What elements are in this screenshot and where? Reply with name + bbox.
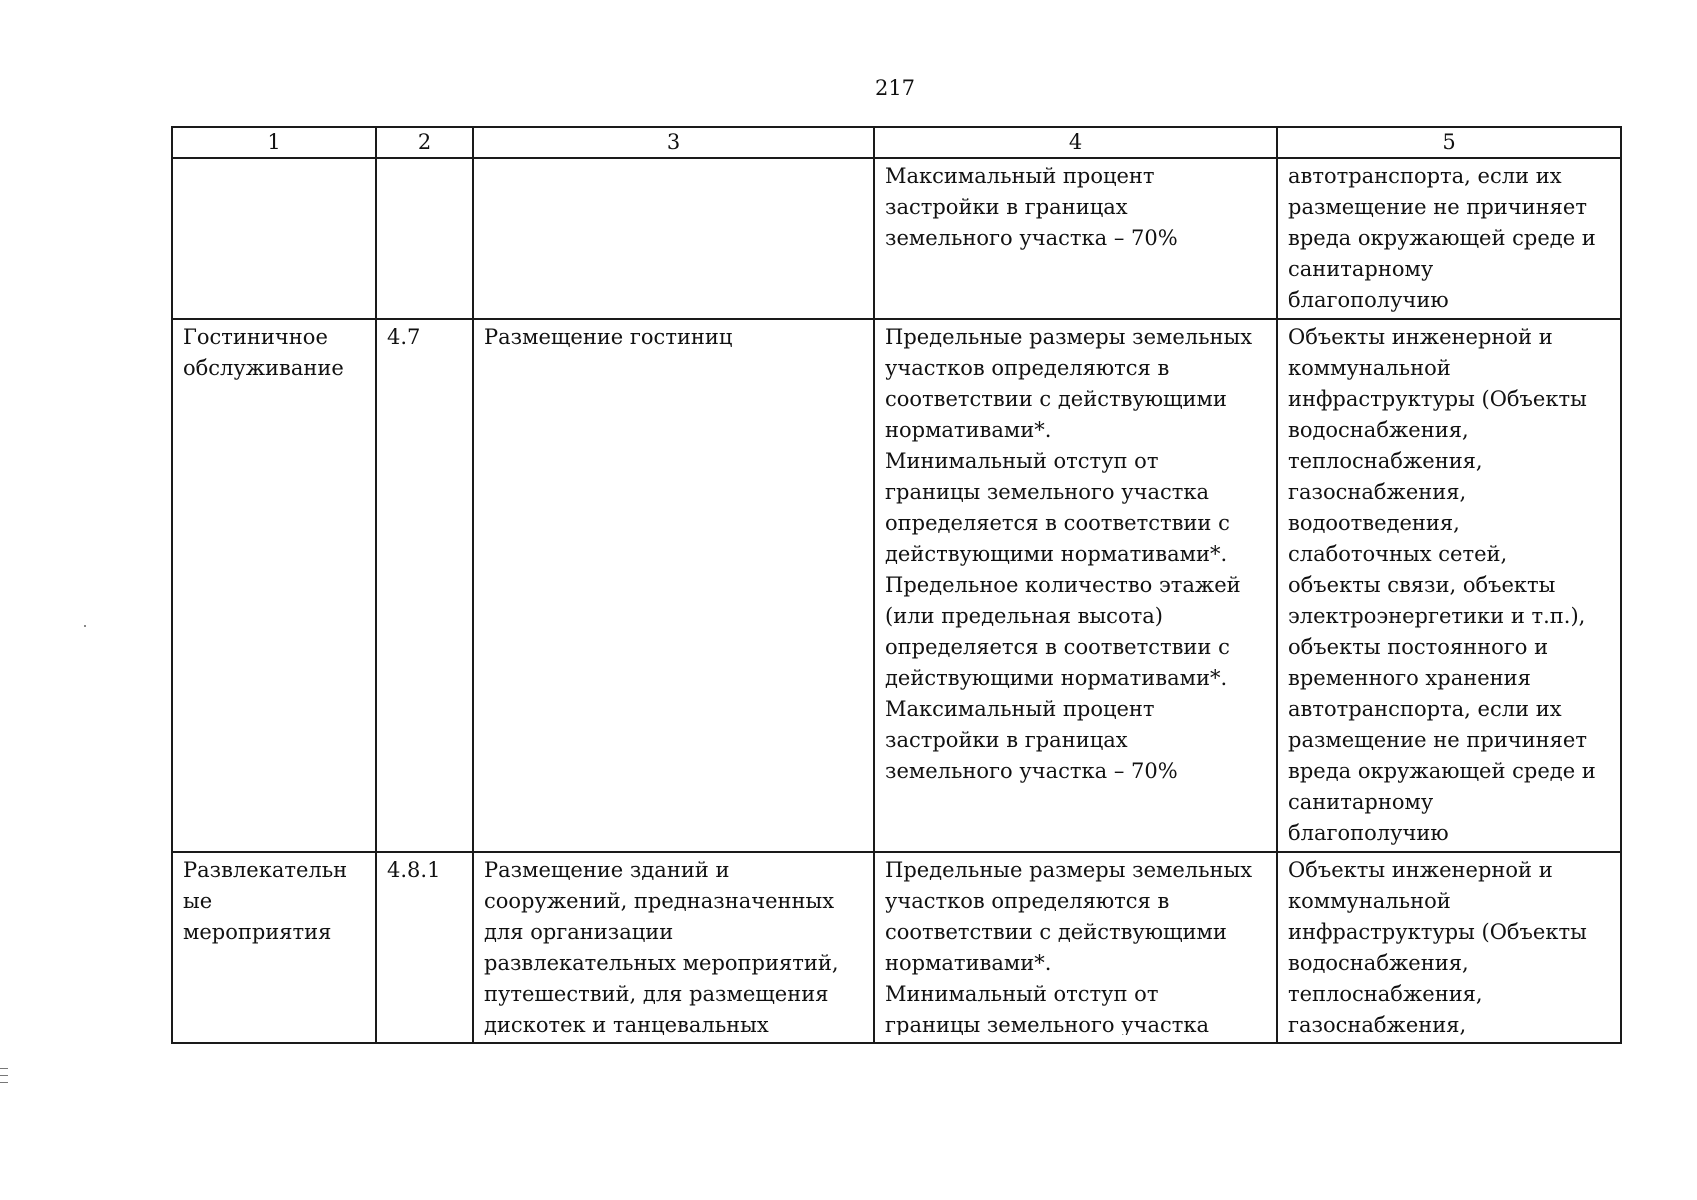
scan-speck <box>84 625 86 627</box>
table-cell-code <box>376 158 473 319</box>
table-cell-code: 4.7 <box>376 319 473 852</box>
column-header-3: 3 <box>473 127 874 158</box>
table-cell-use-name: Гостиничное обслуживание <box>172 319 376 852</box>
table-row <box>172 852 1621 1043</box>
table-cell-parameters: Предельные размеры земельных участков определяются в соответствии с действующими нормативами*. Минимальный отступ от границы земельного участка определяется в соответствии с действующими нормативами*. Предельное количество этажей (или предельная высота) определяется в соответствии с действующими нормативами*. Максимальный процент застройки в границах земельного участка – 70% <box>874 319 1277 852</box>
table-row <box>172 158 1621 319</box>
page-number: 217 <box>874 76 916 100</box>
table-cell-parameters: Предельные размеры земельных участков определяются в соответствии с действующими нормативами*. Минимальный отступ от границы земельного участка <box>874 852 1277 1043</box>
zoning-table <box>171 126 1622 1044</box>
table-cell-use-name: Развлекательн ые мероприятия <box>172 852 376 1043</box>
table-cell-auxiliary: Объекты инженерной и коммунальной инфраструктуры (Объекты водоснабжения, теплоснабжения, газоснабжения, <box>1277 852 1621 1043</box>
table-cell-auxiliary: Объекты инженерной и коммунальной инфраструктуры (Объекты водоснабжения, теплоснабжения, газоснабжения, водоотведения, слаботочных сетей, объекты связи, объекты электроэнергетики и т.п.), объекты постоянного и временного хранения автотранспорта, если их размещение не причиняет вреда окружающей среде и санитарному благополучию <box>1277 319 1621 852</box>
column-header-1: 1 <box>172 127 376 158</box>
column-header-2: 2 <box>376 127 473 158</box>
table-cell-auxiliary: автотранспорта, если их размещение не причиняет вреда окружающей среде и санитарному благополучию <box>1277 158 1621 319</box>
table-row <box>172 319 1621 852</box>
column-header-5: 5 <box>1277 127 1621 158</box>
table-cell-code: 4.8.1 <box>376 852 473 1043</box>
table-header-row <box>172 127 1621 158</box>
table-cell-use-name <box>172 158 376 319</box>
column-header-4: 4 <box>874 127 1277 158</box>
table-cell-parameters: Максимальный процент застройки в границах земельного участка – 70% <box>874 158 1277 319</box>
table-cell-description: Размещение зданий и сооружений, предназначенных для организации развлекательных мероприятий, путешествий, для размещения дискотек и танцевальных <box>473 852 874 1043</box>
table-cell-description <box>473 158 874 319</box>
margin-mark <box>0 1068 8 1089</box>
table-cell-description: Размещение гостиниц <box>473 319 874 852</box>
